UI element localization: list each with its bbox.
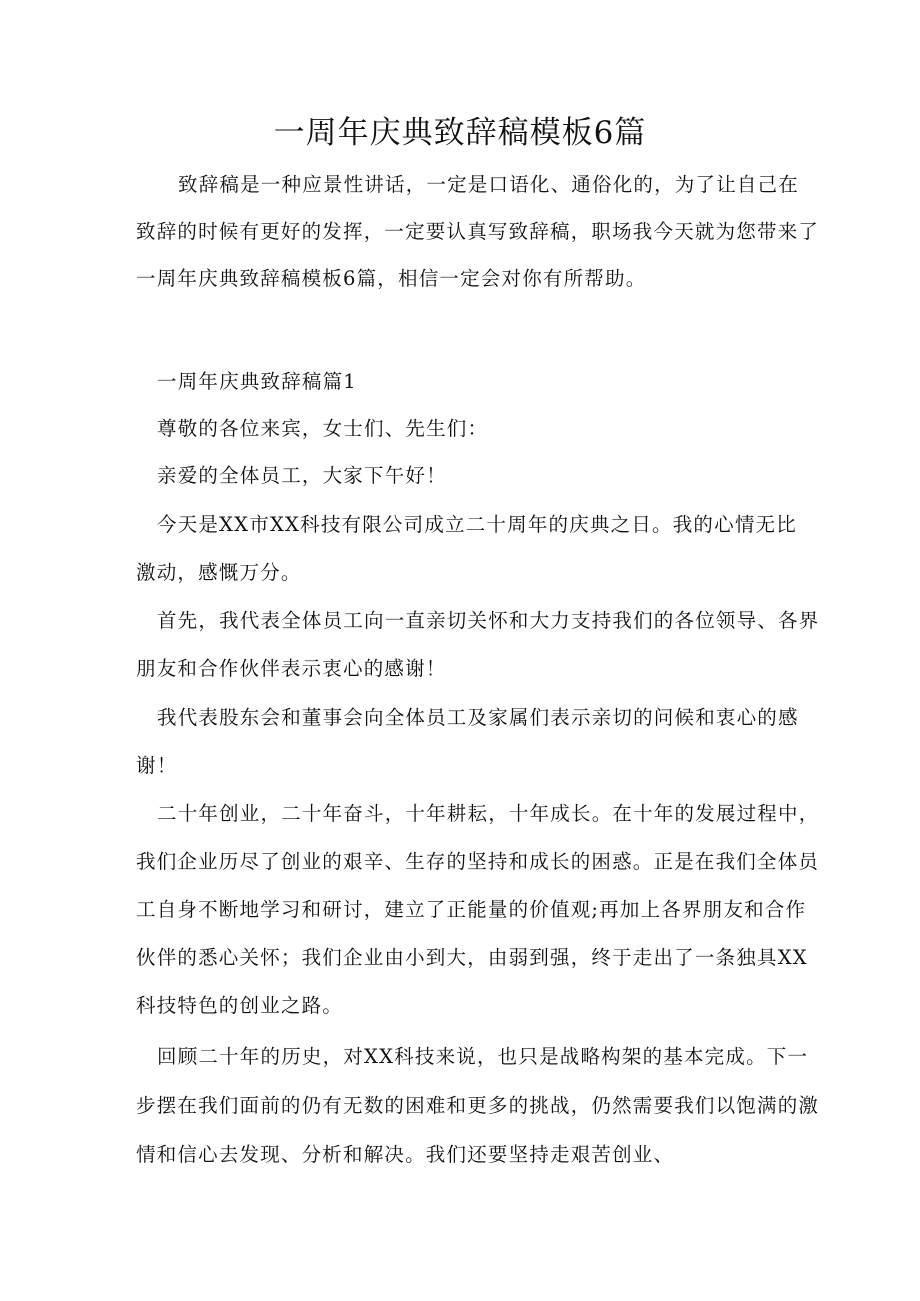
paragraph-2-line-2: 朋友和合作伙伴表示衷心的感谢！: [136, 657, 447, 680]
intro-line-1: 致辞稿是一种应景性讲话，一定是口语化、通俗化的，为了让自己在: [178, 173, 800, 196]
paragraph-3-line-1: 我代表股东会和董事会向全体员工及家属们表示亲切的问候和衷心的感: [157, 706, 799, 729]
paragraph-5-line-2: 步摆在我们面前的仍有无数的困难和更多的挑战，仍然需要我们以饱满的激: [136, 1094, 820, 1117]
paragraph-3-line-2: 谢！: [136, 754, 178, 777]
section-heading: 一周年庆典致辞稿篇1: [157, 370, 357, 393]
paragraph-4-line-2: 我们企业历尽了创业的艰辛、生存的坚持和成长的困惑。正是在我们全体员: [136, 850, 820, 873]
paragraph-4-line-5: 科技特色的创业之路。: [136, 994, 344, 1017]
intro-line-2: 致辞的时候有更好的发挥，一定要认真写致辞稿，职场我今天就为您带来了: [136, 220, 820, 243]
document-title: 一周年庆典致辞稿模板6篇: [273, 115, 647, 151]
salutation-staff: 亲爱的全体员工，大家下午好！: [157, 464, 447, 487]
paragraph-4-line-4: 伙伴的悉心关怀；我们企业由小到大，由弱到强，终于走出了一条独具XX: [136, 946, 808, 969]
paragraph-1-line-1: 今天是XX市XX科技有限公司成立二十周年的庆典之日。我的心情无比: [157, 513, 797, 536]
salutation-guests: 尊敬的各位来宾，女士们、先生们：: [157, 417, 489, 440]
paragraph-4-line-3: 工自身不断地学习和研讨，建立了正能量的价值观;再加上各界朋友和合作: [136, 898, 807, 921]
paragraph-5-line-3: 情和信心去发现、分析和解决。我们还要坚持走艰苦创业、: [136, 1143, 675, 1166]
intro-line-3: 一周年庆典致辞稿模板6篇，相信一定会对你有所帮助。: [136, 267, 647, 290]
paragraph-2-line-1: 首先，我代表全体员工向一直亲切关怀和大力支持我们的各位领导、各界: [157, 609, 820, 632]
paragraph-4-line-1: 二十年创业，二十年奋斗，十年耕耘，十年成长。在十年的发展过程中，: [157, 802, 820, 825]
paragraph-5-line-1: 回顾二十年的历史，对XX科技来说，也只是战略构架的基本完成。下一: [157, 1045, 809, 1068]
paragraph-1-line-2: 激动，感慨万分。: [136, 561, 302, 584]
